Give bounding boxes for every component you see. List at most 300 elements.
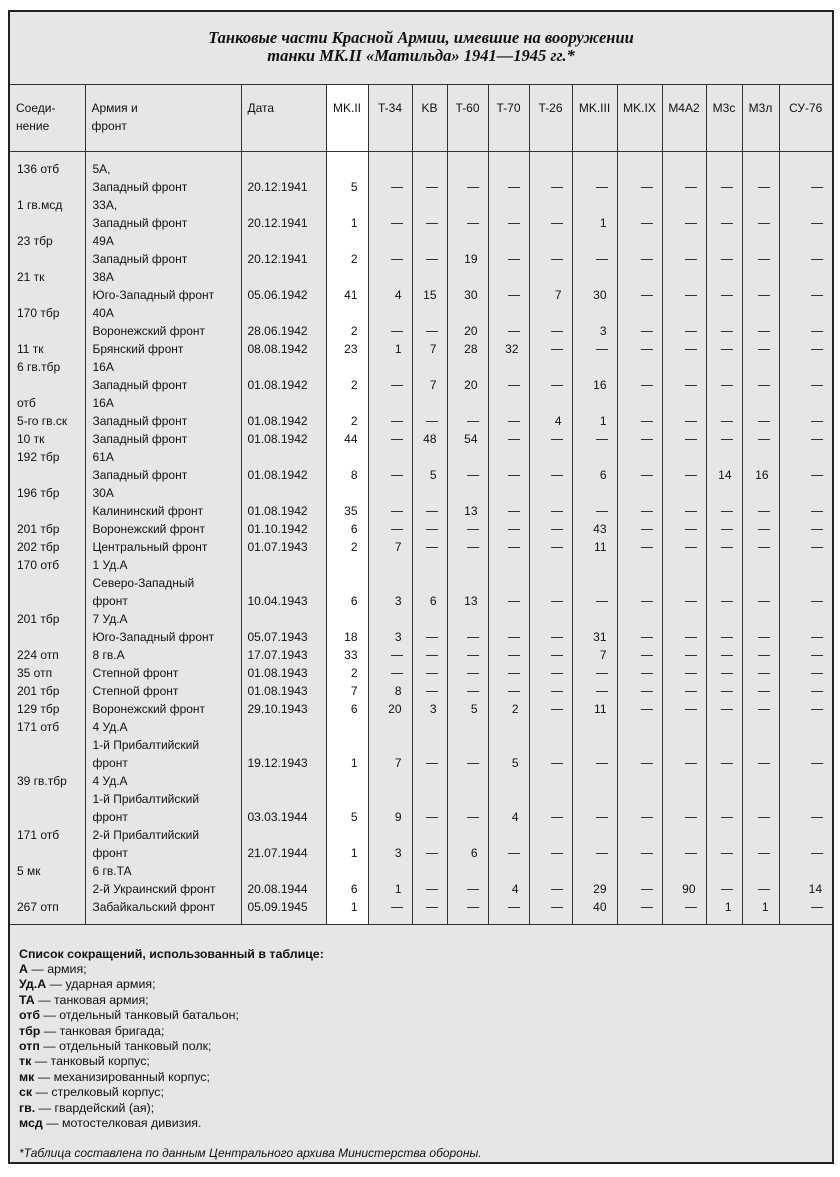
tank-count-cell [448,412,478,430]
dash-mark [758,295,770,296]
legend-abbr: Уд.А [19,977,47,992]
tank-count-cell [369,664,402,682]
dash-mark [811,691,823,692]
date-cell [248,358,326,376]
dash-mark [758,223,770,224]
tank-count-cell [573,430,607,448]
dash-mark [596,439,608,440]
army-cell: 5А, [92,161,111,176]
tank-count-cell [707,376,732,394]
army-cell: Калининский фронт [92,503,204,518]
tank-count-cell [780,898,823,916]
tank-count-cell [743,286,769,304]
tank-count-cell: 30 [593,287,607,302]
tank-count-cell [489,250,519,268]
legend-abbr: тк [19,1054,32,1069]
date-cell [248,232,326,250]
unit-cell-cont: 5-го гв.ск [17,413,68,428]
tank-count-cell: 15 [423,287,437,302]
tank-count-cell [743,484,769,502]
tank-count-cell [780,808,823,826]
unit-cell-cont [17,502,85,520]
tank-count-cell [413,412,437,430]
tank-count-cell [413,232,437,250]
tank-count-cell [448,790,478,808]
legend-abbr: мк [19,1069,35,1084]
unit-cell-cont [17,754,85,772]
tank-count-cell [618,196,652,214]
tank-count-cell [448,898,478,916]
dash-mark [721,259,733,260]
army-cell: Воронежский фронт [92,323,206,338]
tank-count-cell [663,610,696,628]
tank-count-cell [663,448,696,466]
tank-count-cell [327,556,358,574]
army-cell: Степной фронт [92,683,179,698]
tank-count-cell [743,376,769,394]
tank-count-cell [707,358,732,376]
legend-items [19,962,832,1131]
tank-count-cell [530,754,562,772]
tank-count-cell [707,718,732,736]
tank-count-cell [489,628,519,646]
dash-mark [641,421,653,422]
tank-count-cell [448,628,478,646]
dash-mark [758,529,770,530]
tank-count-cell [663,358,696,376]
unit-cell: 35 отп [17,665,53,680]
tank-count-cell [618,160,652,178]
dash-mark [508,421,520,422]
tank-count-cell [489,790,519,808]
unit-cell: 196 тбр [17,485,60,500]
dash-mark [685,385,697,386]
tank-count-cell [530,808,562,826]
tank-count-cell [618,880,652,898]
legend-item [19,1054,832,1069]
legend-definition: — гвардейский (ая); [35,1100,155,1115]
tank-count-cell [489,394,519,412]
tank-count-cell [489,574,519,592]
tank-count-cell [369,448,402,466]
tank-count-cell [530,898,562,916]
unit-cell: 201 тбр [17,521,60,536]
tank-count-cell: 18 [344,629,358,644]
dash-mark [426,889,438,890]
tank-count-cell [618,700,652,718]
header-tank: MK.II [326,85,368,151]
dash-mark [596,187,608,188]
tank-count-cell [489,772,519,790]
tank-count-cell [663,556,696,574]
tank-count-cell [743,808,769,826]
dash-mark [508,655,520,656]
dash-mark [391,673,403,674]
tank-count-cell: 5 [470,701,478,716]
tank-count-cell [707,790,732,808]
army-cell: Воронежский фронт [92,701,206,716]
dash-mark [426,637,438,638]
tank-count-cell [573,754,607,772]
date-cell: 17.07.1943 [247,647,308,662]
tank-count-cell [663,898,696,916]
tank-count-cell [618,808,652,826]
tank-count-cell [489,322,519,340]
dash-mark [391,385,403,386]
dash-mark [721,349,733,350]
tank-column [529,151,572,924]
dash-mark [551,709,563,710]
tank-count-cell [618,844,652,862]
tank-count-cell: 20 [464,323,478,338]
tank-count-cell [618,484,652,502]
dash-mark [721,637,733,638]
header-row [10,85,832,151]
unit-cell: 201 тбр [17,683,60,698]
tank-count-cell [448,484,478,502]
dash-mark [641,187,653,188]
army-cell: 1 Уд.А [92,557,128,572]
tank-count-cell [530,322,562,340]
tank-count-cell [448,772,478,790]
tank-count-cell [743,790,769,808]
tank-count-cell [573,556,607,574]
tank-count-cell [707,160,732,178]
army-cell: Западный фронт [92,251,188,266]
legend-definition: — отдельный танковый батальон; [39,1008,239,1023]
tank-count-cell [743,844,769,862]
tank-count-cell [663,736,696,754]
tank-count-cell [707,700,732,718]
tank-count-cell [707,196,732,214]
dash-mark [467,421,479,422]
army-cell: Западный фронт [92,215,188,230]
tank-count-cell [573,178,607,196]
legend-abbr: отп [19,1038,40,1053]
date-cell: 29.10.1943 [247,701,308,716]
dash-mark [467,187,479,188]
dash-mark [426,223,438,224]
tank-count-cell [489,430,519,448]
dash-mark [811,709,823,710]
army-cell: фронт [92,845,128,860]
dash-mark [641,349,653,350]
tank-count-cell [743,736,769,754]
tank-count-cell [663,412,696,430]
tank-count-cell [663,844,696,862]
dash-mark [508,475,520,476]
legend-definition: — ударная армия; [46,977,156,992]
header-army-line-1: Армия и [91,101,138,115]
tank-count-cell [530,340,562,358]
legend-item [19,993,832,1008]
date-cell [248,484,326,502]
dash-mark [721,439,733,440]
tank-count-cell [327,610,358,628]
dash-mark [426,673,438,674]
unit-cell: 23 тбр [17,233,53,248]
dash-mark [467,637,479,638]
tank-count-cell [530,628,562,646]
dash-mark [551,511,563,512]
dash-mark [758,439,770,440]
dash-mark [758,259,770,260]
dash-mark [467,655,479,656]
tank-count-cell [413,844,437,862]
tank-count-cell [780,664,823,682]
dash-mark [641,331,653,332]
dash-mark [551,637,563,638]
dash-mark [641,655,653,656]
dash-mark [551,475,563,476]
tank-count-cell [369,376,402,394]
footnote: *Таблица составлена по данным Центрального архива Министерства обороны. [19,1146,482,1161]
tank-count-cell [780,754,823,772]
tank-count-cell [369,358,402,376]
tank-count-cell [327,826,358,844]
dash-mark [391,421,403,422]
tank-count-cell [780,574,823,592]
header-tank: M3л [742,85,779,151]
tank-count-cell [663,466,696,484]
tank-count-cell [663,160,696,178]
date-cell [248,268,326,286]
dash-mark [641,637,653,638]
dash-mark [508,907,520,908]
date-cell: 01.08.1942 [247,503,308,518]
dash-mark [391,223,403,224]
body-row [10,151,832,924]
dash-mark [508,385,520,386]
unit-cell: 5 мк [17,863,41,878]
tank-count-cell [448,880,478,898]
army-cell: Северо-Западный [92,575,195,590]
tank-count-cell: 5 [350,179,358,194]
table-body [10,151,832,924]
dash-mark [391,187,403,188]
header-unit-line-1: Соеди- [16,101,56,115]
tank-count-cell [530,592,562,610]
tank-count-cell [489,214,519,232]
tank-count-cell: 1 [599,413,607,428]
tank-count-cell [743,592,769,610]
tank-count-cell [573,574,607,592]
unit-cell-cont [17,250,85,268]
tank-count-cell [573,304,607,322]
dash-mark [467,817,479,818]
date-cell: 20.12.1941 [247,179,308,194]
tank-column [412,151,447,924]
tank-count-cell [780,520,823,538]
dash-mark [811,475,823,476]
dash-mark [467,691,479,692]
tank-count-cell [369,790,402,808]
dash-mark [685,853,697,854]
tank-count-cell [327,304,358,322]
unit-cell-cont [17,322,85,340]
tank-count-cell [707,520,732,538]
tank-count-cell [413,736,437,754]
dash-mark [721,547,733,548]
tank-count-cell [707,826,732,844]
tank-count-cell [573,196,607,214]
date-cell [248,826,326,844]
date-column [241,151,326,924]
tank-column [662,151,706,924]
tank-count-cell: 11 [594,539,607,554]
tank-count-cell: 7 [350,683,358,698]
tank-count-cell [663,376,696,394]
tank-count-cell [530,178,562,196]
unit-cell: 224 отп [17,647,59,662]
unit-cell-cont [17,736,85,754]
unit-cell-cont [17,574,85,592]
tank-count-cell [618,736,652,754]
tank-count-cell [489,718,519,736]
tank-count-cell [489,286,519,304]
tank-count-cell [489,412,519,430]
dash-mark [721,601,733,602]
tank-units-table [10,85,832,924]
tank-count-cell: 6 [350,521,358,536]
dash-mark [721,223,733,224]
dash-mark [391,439,403,440]
dash-mark [758,889,770,890]
army-cell: Западный фронт [92,431,188,446]
tank-count-cell [369,610,402,628]
tank-count-cell [780,556,823,574]
tank-count-cell [573,772,607,790]
dash-mark [426,187,438,188]
tank-count-cell: 1 [761,899,769,914]
unit-cell: 171 отб [17,827,60,842]
dash-mark [391,907,403,908]
tank-count-cell: 7 [394,755,402,770]
dash-mark [551,385,563,386]
tank-count-cell [663,538,696,556]
tank-count-cell [663,178,696,196]
tank-count-cell [743,160,769,178]
tank-count-cell [743,610,769,628]
army-cell: 38А [92,269,114,284]
date-cell: 01.08.1942 [247,431,308,446]
tank-column-mk2 [326,151,368,924]
tank-count-cell [618,556,652,574]
tank-count-cell: 6 [350,701,358,716]
tank-count-cell: 7 [394,539,402,554]
tank-count-cell [573,736,607,754]
date-cell: 20.08.1944 [247,881,308,896]
tank-count-cell [530,772,562,790]
legend-abbr: тбр [19,1023,41,1038]
dash-mark [685,349,697,350]
tank-count-cell [413,628,437,646]
tank-column [742,151,779,924]
dash-mark [758,187,770,188]
dash-mark [467,223,479,224]
dash-mark [467,763,479,764]
tank-count-cell [743,304,769,322]
tank-count-cell [369,718,402,736]
dash-mark [758,511,770,512]
tank-count-cell [663,232,696,250]
tank-count-cell [489,826,519,844]
tank-count-cell [618,646,652,664]
tank-count-cell [413,772,437,790]
dash-mark [551,907,563,908]
tank-count-cell [369,196,402,214]
tank-count-cell [327,196,358,214]
tank-count-cell [530,304,562,322]
dash-mark [551,259,563,260]
tank-count-cell [618,772,652,790]
dash-mark [508,223,520,224]
tank-count-cell [743,628,769,646]
dash-mark [551,547,563,548]
dash-mark [811,817,823,818]
tank-count-cell [573,484,607,502]
tank-count-cell: 1 [394,341,402,356]
tank-count-cell [530,736,562,754]
date-cell [248,448,326,466]
dash-mark [641,763,653,764]
dash-mark [641,295,653,296]
tank-count-cell [369,268,402,286]
title-line-2: танки MK.II «Матильда» 1941—1945 гг.* [267,46,575,65]
tank-count-cell [780,646,823,664]
dash-mark [758,547,770,548]
tank-count-cell [707,502,732,520]
tank-count-cell [530,538,562,556]
tank-count-cell [413,898,437,916]
tank-count-cell [369,826,402,844]
tank-count-cell [327,448,358,466]
army-cell: 1-й Прибалтийский [92,737,200,752]
dash-mark [758,673,770,674]
tank-count-cell: 28 [464,341,478,356]
header-date: Дата [241,85,326,151]
dash-mark [467,673,479,674]
tank-count-cell [618,268,652,286]
header-tank: СУ-76 [779,85,832,151]
tank-count-cell [707,178,732,196]
tank-column [706,151,742,924]
tank-count-cell [448,232,478,250]
tank-count-cell [618,412,652,430]
tank-count-cell [663,196,696,214]
date-cell [248,736,326,754]
tank-count-cell [413,664,437,682]
army-cell: Западный фронт [92,467,188,482]
army-cell: 16А [92,359,114,374]
dash-mark [641,889,653,890]
header-tank: T-26 [529,85,572,151]
tank-count-cell: 2 [350,377,358,392]
army-cell: 2-й Прибалтийский [92,827,200,842]
army-cell: 30А [92,485,114,500]
legend-definition: — мотостелковая дивизия. [42,1115,202,1130]
dash-mark [391,655,403,656]
tank-count-cell [707,430,732,448]
header-tank: MK.IX [617,85,662,151]
date-cell [248,610,326,628]
header-unit-line-2: нение [16,119,50,133]
tank-count-cell: 1 [394,881,402,896]
tank-count-cell [618,538,652,556]
tank-count-cell [618,304,652,322]
dash-mark [685,511,697,512]
tank-count-cell: 5 [350,809,358,824]
